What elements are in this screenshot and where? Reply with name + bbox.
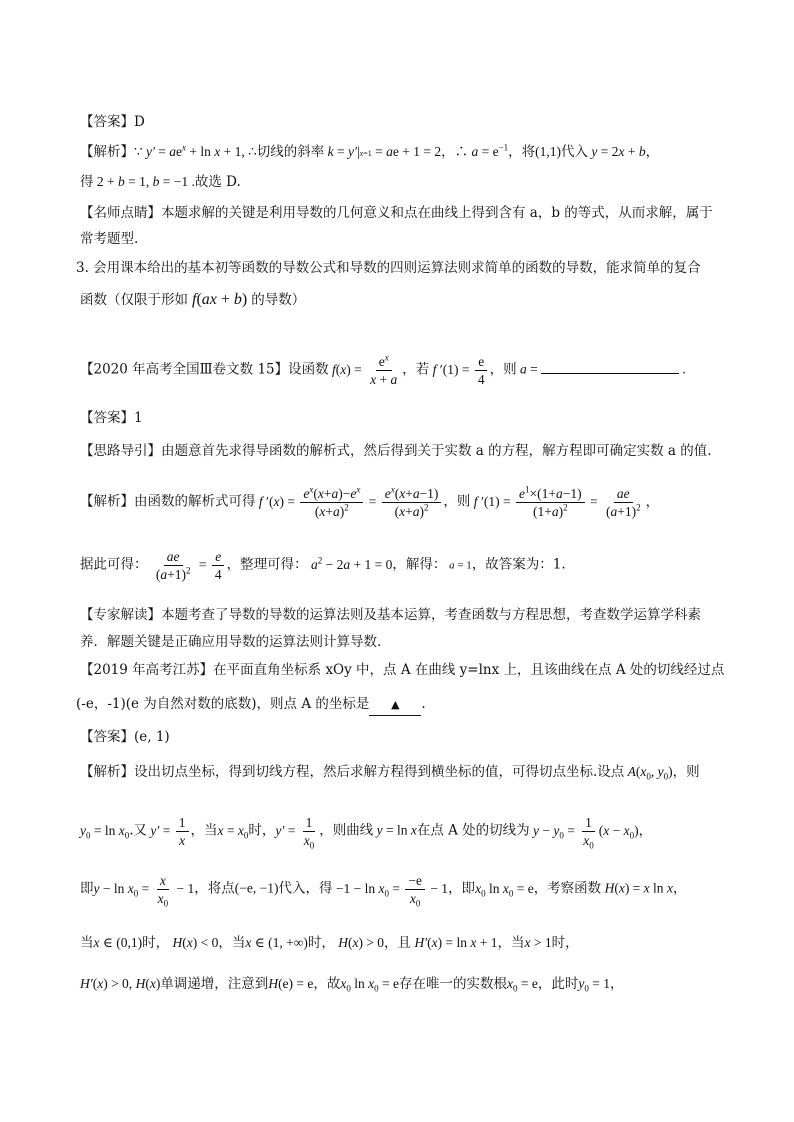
solution-text: ，则曲线 — [319, 822, 374, 839]
formula-slope: k = y′|x=1 = ae + 1 = 2 — [327, 144, 442, 159]
answer-blank — [541, 360, 679, 374]
formula-sub: $-1 - \ln x_0$ = $\frac{-e}{x_0}$ − 1 — [332, 873, 449, 909]
formula-x-gt-1: x > 1 — [524, 935, 552, 950]
solution-2019-line-2 — [80, 814, 720, 849]
formula-interval-1: x ∈ (0,1) — [93, 935, 143, 950]
formula-H-pos: H(x) > 0 — [338, 935, 385, 950]
formula-Hprime: H′(x) = ln x + 1 — [414, 935, 498, 950]
question-text: 设函数 — [288, 361, 329, 378]
formula-y0-1: $y_0 = 1$， — [578, 976, 624, 994]
section-text: 函数（仅限于形如 — [80, 292, 188, 308]
solution-text: 时， — [142, 935, 170, 951]
formula-fprime: f ′(x) = $\frac{e^x(x+a)-e^x}{(x+a)^2}$ = $\frac{e^x(x+a-1)}{(x+a)^2}$ — [256, 494, 444, 509]
solution-text: ，且 — [384, 935, 412, 951]
formula-H-neg: H(x) < 0 — [172, 935, 219, 950]
guide-line — [80, 441, 720, 461]
solution-text: ，当 — [497, 935, 525, 951]
solution-text: 由函数的解析式可得 — [134, 493, 256, 510]
question-text: ，若 — [402, 361, 430, 378]
formula-b: 2 + b = 1, b = −1 . — [93, 174, 195, 189]
formula-quadratic: $a^2 - 2a + 1 = 0$ — [310, 555, 393, 572]
question-2019-line-1 — [80, 660, 725, 680]
answer-line — [80, 112, 720, 132]
solution-text: ，当 — [218, 935, 246, 951]
solution-2019-line-3 — [80, 872, 720, 907]
solution-label: 【解析】 — [80, 144, 134, 160]
section-text: 的导数） — [251, 292, 306, 308]
formula-point: (1,1) — [535, 144, 562, 159]
formula-yprime-x0: y′ = $\frac{1}{x_0}$ — [275, 815, 315, 851]
solution-text: ，整理可得： — [226, 556, 308, 573]
solution-text: 时， — [551, 935, 579, 951]
solution-text: 时， — [307, 935, 335, 951]
formula-eq: $\frac{ae}{(a+1)^2}$ = $\frac{e}{4}$ — [148, 557, 227, 572]
solution-text: ，当 — [190, 822, 218, 839]
solution-text: 在点 A 处的切线为 — [416, 822, 530, 839]
solution-text: 切线的斜率 — [256, 144, 325, 160]
solution-text: 得 — [80, 174, 94, 190]
solution-text: ，则 — [672, 764, 700, 780]
formula-interval-2: x ∈ (1, +∞) — [245, 935, 308, 950]
answer-label: 【答案】1 — [80, 410, 143, 426]
formula-tangent: $y - y_0$ = $\frac{1}{x_0}$ $(x - x_0)$， — [533, 815, 653, 851]
formula-tangent-2: $y - \ln x_0$ = $\frac{x}{x_0}$ − 1 — [93, 873, 195, 909]
formula-Hprime-pos: H′(x) > 0, H(x) — [80, 976, 161, 991]
solution-text: ，故答案为：1. — [471, 556, 566, 573]
solution-text: 代入 — [561, 144, 589, 160]
section-3-line-2 — [80, 290, 720, 310]
formula-point-A: $A(x_0$, $y_0$) — [627, 764, 673, 782]
solution-text: ，故 — [313, 976, 341, 992]
formula-point-e: (−e, −1) — [234, 880, 279, 896]
question-source: 【2019 年高考江苏】 — [80, 662, 214, 678]
formula-x-eq: $x = x_0$ — [217, 822, 249, 841]
note-text: 本题求解的关键是利用导数的几何意义和点在曲线上得到含有 a，b 的等式，从而求解，属于 — [161, 205, 713, 221]
formula-line: y = 2x + b， — [591, 144, 660, 159]
solution-2020-line-2 — [80, 548, 720, 583]
expert-text: 养．解题关键是正确应用导数的运算法则计算导数. — [80, 634, 382, 650]
section-text: 3. 会用课本给出的基本初等函数的导数公式和导数的四则运算法则求简单的函数的导数，能求简单的复合 — [76, 260, 701, 276]
solution-text: ，将点 — [194, 880, 235, 897]
solution-text: 故选 D. — [194, 174, 241, 190]
question-text: (-e，-1)(e 为自然对数的底数)，则点 A 的坐标是 — [76, 696, 370, 712]
question-2020: 【2020 年高考全国Ⅲ卷文数 15】设函数 f(x) = $\frac{e^x}{x + a}$ ，若 f ′(1) = $\frac{e}{4}$ ，则 a = . — [80, 352, 686, 387]
solution-2019-line-5 — [80, 974, 720, 994]
formula-curve: y = ln x — [376, 822, 417, 838]
formula-y0: $y_0 = \ln x_0$ — [80, 822, 130, 841]
solution-label: 【解析】 — [80, 493, 134, 510]
solution-text: ，则 — [443, 493, 471, 510]
expert-text: 本题考查了导数的导数的运算法则及基本运算，考查函数与方程思想，考查数学运算学科素 — [161, 607, 701, 623]
formula-a-eq: a = — [519, 361, 542, 377]
question-source: 【2020 年高考全国Ⅲ卷文数 15】 — [80, 361, 289, 378]
section-3-heading — [76, 258, 716, 278]
solution-text: 即 — [80, 880, 94, 897]
formula-a: ，∴ $a = e^{-1}$ — [441, 142, 509, 159]
formula-H: H(x) = x ln x， — [604, 880, 687, 896]
note-line-2 — [80, 229, 720, 249]
solution-text: ，考察函数 — [533, 880, 602, 897]
solution-text: 时， — [248, 822, 276, 839]
solution-line-1 — [80, 142, 720, 164]
question-text: ，则 — [489, 361, 517, 378]
formula-a1: a = 1 — [449, 559, 472, 572]
solution-text: ，此时 — [537, 976, 579, 992]
solution-2020-line-1 — [80, 485, 720, 520]
expert-line-1 — [80, 605, 720, 625]
expert-line-2 — [80, 632, 720, 652]
formula-composite: f(ax + b) — [192, 291, 252, 308]
guide-label: 【思路导引】 — [80, 443, 161, 459]
formula-root-eq: $x_0$ $\ln x_0 = e$ — [340, 976, 400, 994]
note-text: 常考题型. — [80, 231, 139, 247]
question-2019-line-2: (-e，-1)(e 为自然对数的底数)，则点 A 的坐标是 ▲ . — [76, 694, 716, 716]
question-text: 在平面直角坐标系 xOy 中，点 A 在曲线 y=lnx 上，且该曲线在点 A 处的切线经过点 — [213, 662, 725, 678]
formula-fx: f(x) = $\frac{e^x}{x + a}$ — [332, 352, 398, 387]
formula-f1: f ′(1) = $\frac{e}{4}$ — [429, 362, 489, 377]
formula-yprime: y′ = $\frac{1}{x}$ — [147, 823, 190, 838]
solution-text: 设出切点坐标，得到切线方程，然后求解方程得到横坐标的值，可得切点坐标.设点 — [134, 764, 625, 780]
formula-derivative: ∵ $y' = ae^x + \ln x + 1$, ∴ — [134, 142, 257, 159]
solution-2019-line-4 — [80, 933, 720, 953]
answer-2019 — [80, 727, 720, 747]
solution-text: 单调递增，注意到 — [160, 976, 269, 992]
formula-fprime-1: f ′(1) = $\frac{e^1\times(1+a-1)}{(1+a)^2}$ = $\frac{ae}{(a+1)^2}$ ， — [473, 484, 660, 519]
solution-text: 当 — [80, 935, 94, 951]
solution-2019-line-1 — [80, 762, 720, 782]
solution-text: ，解得： — [392, 556, 447, 573]
formula-He: H(e) = e — [268, 976, 314, 991]
note-label: 【名师点睛】 — [80, 205, 161, 221]
expert-label: 【专家解读】 — [80, 607, 161, 623]
answer-2020 — [80, 408, 720, 428]
note-line-1 — [80, 203, 720, 223]
solution-text: 据此可得： — [80, 556, 148, 573]
solution-text: .又 — [129, 822, 148, 839]
formula-x0-e: $x_0 = e$ — [507, 976, 538, 994]
solution-text: 存在唯一的实数根 — [399, 976, 508, 992]
formula-x0lnx0: $x_0$ $\ln x_0 = e$ — [475, 880, 534, 899]
solution-line-2 — [80, 172, 720, 192]
answer-blank-triangle: ▲ — [369, 695, 421, 716]
solution-text: 代入，得 — [278, 880, 333, 897]
answer-label: 【答案】D — [80, 114, 145, 130]
solution-label: 【解析】 — [80, 764, 134, 780]
guide-text: 由题意首先求得导函数的解析式，然后得到关于实数 a 的方程，解方程即可确定实数 a 的值. — [161, 443, 712, 459]
answer-label: 【答案】(e, 1) — [80, 729, 170, 745]
solution-text: ，将 — [508, 144, 536, 160]
solution-text: ，即 — [448, 880, 476, 897]
